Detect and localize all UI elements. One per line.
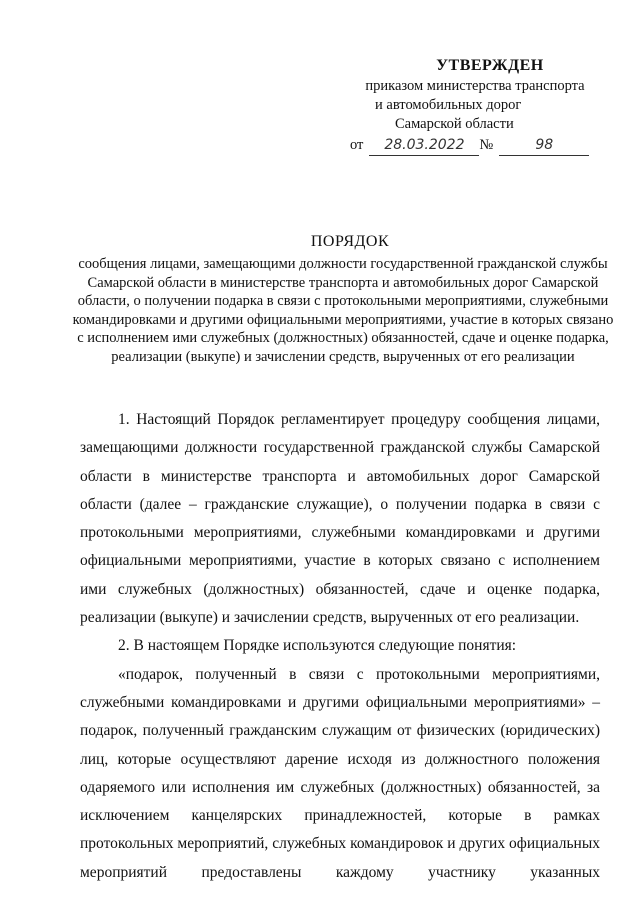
approval-date-line xyxy=(350,136,600,156)
document-body xyxy=(80,406,600,887)
approval-line-region: Самарской области xyxy=(395,116,514,132)
approval-heading: УТВЕРЖДЕН xyxy=(436,57,544,74)
approval-line-order: приказом министерства транспорта xyxy=(365,78,585,94)
document-title: ПОРЯДОК xyxy=(310,233,390,250)
date-prefix: от xyxy=(350,137,364,153)
approval-line-ministry: и автомобильных дорог xyxy=(375,97,522,113)
paragraph-3: «подарок, полученный в связи с протокольными мероприятиями, служебными командировками и другими официальными мероприятиями» – подарок, полученный гражданским служащим от физических (юридических) лиц, которые осуществляют дарение исходя из должностного положения одаряемого или исполнения им служебных (должностных) обязанностей, за исключением канцелярских принадлежностей, которые в рамках протокольных мероприятий, служебных командировок и других официальных мероприятий предоставлены каждому участнику указанных xyxy=(80,665,600,881)
approval-block xyxy=(350,56,600,156)
document-subtitle: сообщения лицами, замещающими должности государственной гражданской службы Самарской области в министерстве транспорта и автомобильных дорог Самарской области, о получении подарка в связи с протокольными мероприятиями, служебными командировками и другими официальными мероприятиями, участие в которых связано с исполнением ими служебных (должностных) обязанностей, сдаче и оценке подарка, реализации (выкупе) и зачислении средств, вырученных от его реализации xyxy=(72,256,614,365)
paragraph-2: 2. В настоящем Порядке используются следующие понятия: xyxy=(118,637,517,655)
date-value: 28.03.2022 xyxy=(369,136,479,156)
number-prefix: № xyxy=(479,137,494,153)
paragraph-1: 1. Настоящий Порядок регламентирует процедуру сообщения лицами, замещающими должности государственной гражданской службы Самарской области в министерстве транспорта и автомобильных дорог Самарской области (далее – гражданские служащие), о получении подарка в связи с протокольными мероприятиями, служебными командировками и другими официальными мероприятиями, участие в которых связано с исполнением ими служебных (должностных) обязанностей, сдаче и оценке подарка, реализации (выкупе) и зачислении средств, вырученных от его реализации. xyxy=(80,411,600,627)
number-value: 98 xyxy=(499,136,589,156)
